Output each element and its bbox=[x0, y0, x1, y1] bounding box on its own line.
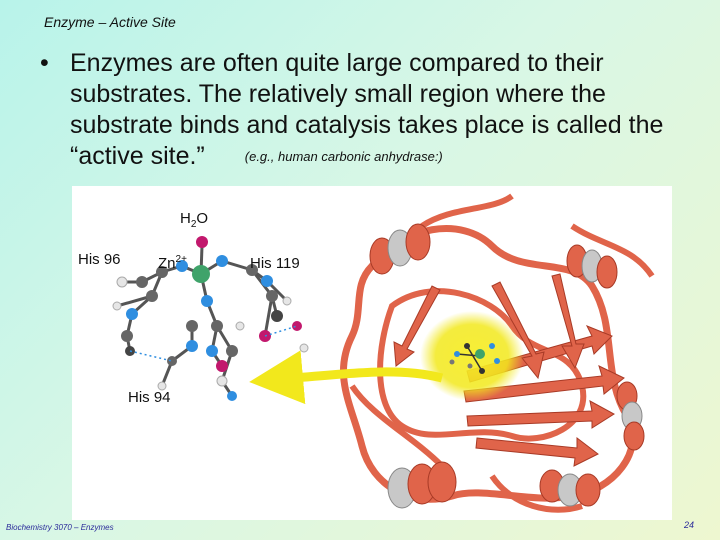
zoom-arrow bbox=[294, 372, 442, 378]
helix-bottom bbox=[388, 462, 456, 508]
example-note: (e.g., human carbonic anhydrase:) bbox=[244, 149, 443, 164]
his96-label: His 96 bbox=[78, 251, 121, 268]
helix-bottom-right bbox=[540, 470, 600, 506]
footer-course-label: Biochemistry 3070 – Enzymes bbox=[6, 523, 114, 532]
active-site-zinc bbox=[475, 349, 485, 359]
slide-header-title: Enzyme – Active Site bbox=[44, 14, 176, 30]
bullet-point bbox=[40, 48, 700, 172]
water-label: $H_2O$ bbox=[180, 210, 209, 230]
bullet-text-wrapper bbox=[70, 48, 700, 172]
figure-illustration bbox=[72, 186, 672, 520]
helix-right bbox=[617, 382, 644, 450]
his94-label: His 94 bbox=[128, 389, 171, 406]
his119-label: His 119 bbox=[250, 255, 300, 272]
carbonic-anhydrase-figure bbox=[72, 186, 672, 520]
helix-top-right bbox=[567, 245, 617, 288]
zinc-label: $Zn^{2+}$ bbox=[158, 254, 187, 272]
bullet-text: Enzymes are often quite large compared to their substrates. The relatively small region where the substrate binds and catalysis takes place is called the “active site.” bbox=[70, 49, 664, 170]
zinc-atom bbox=[192, 265, 210, 283]
helix-top-left bbox=[370, 224, 430, 274]
page-number: 24 bbox=[683, 520, 694, 530]
bullet-marker: • bbox=[40, 49, 49, 77]
